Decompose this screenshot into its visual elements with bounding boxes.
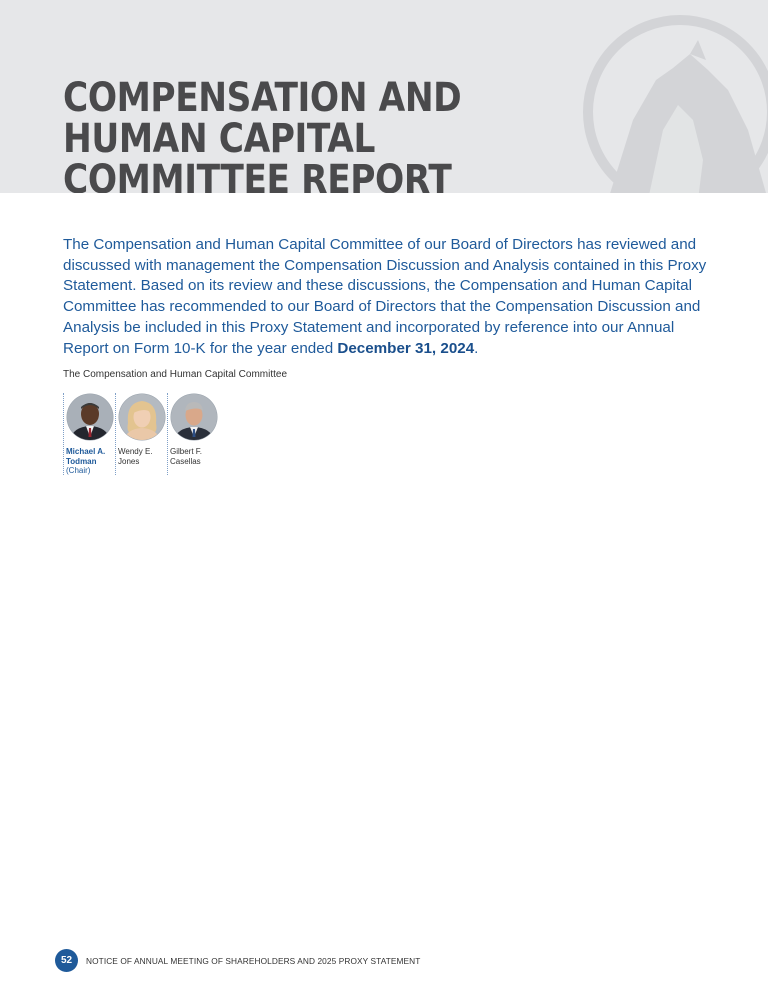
title-line-2: HUMAN CAPITAL [63, 116, 375, 162]
report-paragraph [63, 235, 708, 359]
page-number: 52 [55, 949, 78, 972]
report-text-end: . [474, 339, 479, 357]
member-todman [63, 393, 115, 475]
title-line-1: COMPENSATION AND [63, 75, 462, 121]
report-date-emphasis: December 31, 2024 [337, 339, 475, 357]
report-text: The Compensation and Human Capital Committee of our Board of Directors has reviewed and discussed with management the Compensation Discussion and Analysis contained in this Proxy Statement. Based on its review and these discussions, the Compensation and Human Capital Committee has recommended to our Board of Directors that the Compensation Discussion and Analysis be included in this Proxy Statement and incorporated by reference into our Annual Report on Form 10-K for the year ended [63, 236, 707, 357]
avatar-casellas [170, 393, 218, 441]
avatar-jones [118, 393, 166, 441]
title-line-3: COMMITTEE REPORT [63, 157, 452, 193]
member-casellas [167, 393, 219, 475]
committee-members [63, 393, 219, 475]
page-title [63, 75, 462, 193]
member-role-todman: (Chair) [66, 466, 91, 475]
committee-label: The Compensation and Human Capital Committee [63, 369, 287, 380]
rock-logo-icon [578, 10, 768, 193]
member-jones [115, 393, 167, 475]
footer-text: NOTICE OF ANNUAL MEETING OF SHAREHOLDERS AND 2025 PROXY STATEMENT [86, 955, 421, 966]
page-footer [55, 949, 420, 972]
member-name-casellas: Gilbert F. Casellas [170, 447, 203, 466]
header-band [0, 0, 768, 193]
member-name-jones: Wendy E. Jones [118, 447, 153, 466]
avatar-todman [66, 393, 114, 441]
member-name-todman: Michael A. Todman [66, 447, 106, 466]
